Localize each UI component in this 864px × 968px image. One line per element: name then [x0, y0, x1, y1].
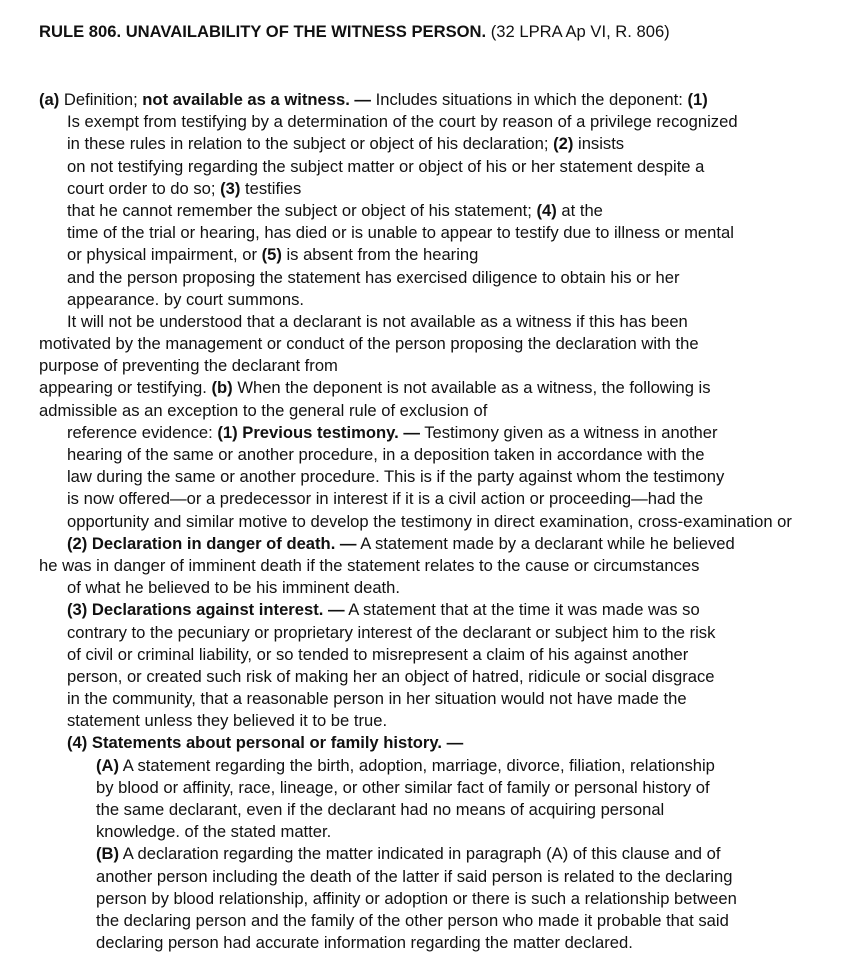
text-run: Testimony given as a witness in another — [419, 422, 718, 442]
bold-text: (b) — [211, 378, 233, 398]
text-run: admissible as an exception to the general rule of exclusion of — [39, 400, 488, 420]
text-line — [0, 688, 864, 710]
text-run: contrary to the pecuniary or proprietary interest of the declarant or subject him to the risk — [67, 622, 716, 642]
text-run: statement unless they believed it to be true. — [67, 711, 388, 731]
text-line — [0, 377, 864, 399]
text-line — [0, 156, 864, 178]
text-run: that he cannot remember the subject or object of his statement; — [67, 200, 537, 220]
text-line — [0, 400, 864, 422]
text-run: another person including the death of the latter if said person is related to the declaring — [96, 866, 733, 886]
text-run: A statement made by a declarant while he believed — [356, 533, 735, 553]
text-run: and the person proposing the statement has exercised diligence to obtain his or her — [67, 267, 680, 287]
text-run: the same declarant, even if the declarant had no means of acquiring personal — [96, 800, 665, 819]
text-run: the declaring person and the family of the other person who made it probable that said — [96, 910, 729, 930]
text-run: When the deponent is not available as a witness, the following is — [232, 378, 711, 398]
text-line — [0, 488, 864, 510]
text-line — [0, 888, 864, 910]
text-run: knowledge. of the stated matter. — [96, 822, 332, 842]
text-line — [0, 622, 864, 644]
text-run: is absent from the hearing — [281, 245, 479, 265]
text-line — [0, 289, 864, 311]
text-run: at the — [556, 200, 603, 220]
text-run: appearance. by court summons. — [67, 289, 305, 309]
text-line — [0, 355, 864, 377]
text-line — [0, 799, 864, 821]
rule-body — [0, 89, 864, 954]
text-run: on not testifying regarding the subject matter or object of his or her statement despite a — [67, 156, 705, 176]
text-line — [0, 533, 864, 555]
text-line — [0, 866, 864, 888]
bold-text: (a) — [39, 90, 60, 109]
text-run: A declaration regarding the matter indicated in paragraph (A) of this clause and of — [119, 844, 721, 864]
bold-text: (A) — [96, 755, 120, 775]
text-run: or physical impairment, or — [67, 245, 262, 265]
text-run: insists — [573, 134, 625, 154]
text-run: A statement that at the time it was made was so — [344, 600, 700, 620]
text-run: by blood or affinity, race, lineage, or other similar fact of family or personal history of — [96, 777, 710, 797]
text-line — [0, 910, 864, 932]
text-line — [0, 843, 864, 865]
text-run: is now offered—or a predecessor in interest if it is a civil action or proceeding—had the — [67, 489, 704, 509]
text-run: reference evidence: — [67, 422, 218, 442]
text-line — [0, 555, 864, 577]
text-line — [0, 444, 864, 466]
text-line — [0, 599, 864, 621]
text-run: person, or created such risk of making her an object of hatred, ridicule or social disgrace — [67, 666, 715, 686]
text-run: Is exempt from testifying by a determination of the court by reason of a privilege recognized — [67, 112, 738, 132]
bold-text: (3) Declarations against interest. — — [67, 600, 345, 620]
bold-text: (2) — [553, 134, 574, 154]
text-line — [0, 777, 864, 799]
bold-text: (3) — [220, 178, 241, 198]
bold-text: not available as a witness. — — [142, 90, 372, 109]
text-line — [0, 89, 864, 111]
text-line — [0, 732, 864, 754]
text-run: appearing or testifying. — [39, 378, 212, 398]
rule-heading: RULE 806. UNAVAILABILITY OF THE WITNESS PERSON. — [39, 22, 487, 41]
text-run: A statement regarding the birth, adoption, marriage, divorce, filiation, relationship — [119, 755, 715, 775]
text-run: person by blood relationship, affinity or adoption or there is such a relationship between — [96, 888, 737, 908]
text-run: time of the trial or hearing, has died or is unable to appear to testify due to illness or mental — [67, 223, 734, 243]
rule-citation: (32 LPRA Ap VI, R. 806) — [486, 22, 670, 41]
bold-text: (1) Previous testimony. — — [217, 422, 420, 442]
text-run: Definition; — [59, 90, 143, 109]
text-run: in these rules in relation to the subject or object of his declaration; — [67, 134, 554, 154]
text-run: motivated by the management or conduct of the person proposing the declaration with the — [39, 334, 699, 354]
text-line — [0, 755, 864, 777]
text-run: opportunity and similar motive to develop the testimony in direct examination, cross-examination or — [67, 511, 792, 531]
text-line — [0, 821, 864, 843]
text-run: in the community, that a reasonable person in her situation would not have made the — [67, 689, 687, 709]
text-run: Includes situations in which the deponent: — [371, 90, 688, 109]
text-run: of what he believed to be his imminent death. — [67, 578, 401, 598]
bold-text: (B) — [96, 844, 120, 864]
text-line — [0, 222, 864, 244]
rule-title — [39, 21, 670, 43]
bold-text: (4) Statements about personal or family history. — — [67, 733, 464, 753]
text-line — [0, 644, 864, 666]
text-run: purpose of preventing the declarant from — [39, 356, 338, 376]
text-line — [0, 244, 864, 266]
text-line — [0, 422, 864, 444]
text-line — [0, 333, 864, 355]
text-line — [0, 710, 864, 732]
text-line — [0, 577, 864, 599]
bold-text: (1) — [687, 90, 708, 109]
text-line — [0, 133, 864, 155]
bold-text: (2) Declaration in danger of death. — — [67, 533, 357, 553]
text-line — [0, 267, 864, 289]
text-line — [0, 178, 864, 200]
text-line — [0, 200, 864, 222]
text-run: testifies — [240, 178, 302, 198]
text-line — [0, 466, 864, 488]
bold-text: (4) — [536, 200, 557, 220]
text-line — [0, 111, 864, 133]
text-run: court order to do so; — [67, 178, 221, 198]
text-run: hearing of the same or another procedure, in a deposition taken in accordance with the — [67, 445, 705, 464]
text-run: law during the same or another procedure. This is if the party against whom the testimony — [67, 467, 725, 487]
text-line — [0, 311, 864, 333]
text-line — [0, 666, 864, 688]
text-line — [0, 932, 864, 954]
text-run: of civil or criminal liability, or so tended to misrepresent a claim of his against another — [67, 644, 689, 664]
text-run: It will not be understood that a declarant is not available as a witness if this has been — [67, 311, 688, 331]
text-run: declaring person had accurate information regarding the matter declared. — [96, 933, 633, 953]
text-run: he was in danger of imminent death if the statement relates to the cause or circumstances — [39, 555, 700, 575]
bold-text: (5) — [261, 245, 282, 265]
text-line — [0, 511, 864, 533]
